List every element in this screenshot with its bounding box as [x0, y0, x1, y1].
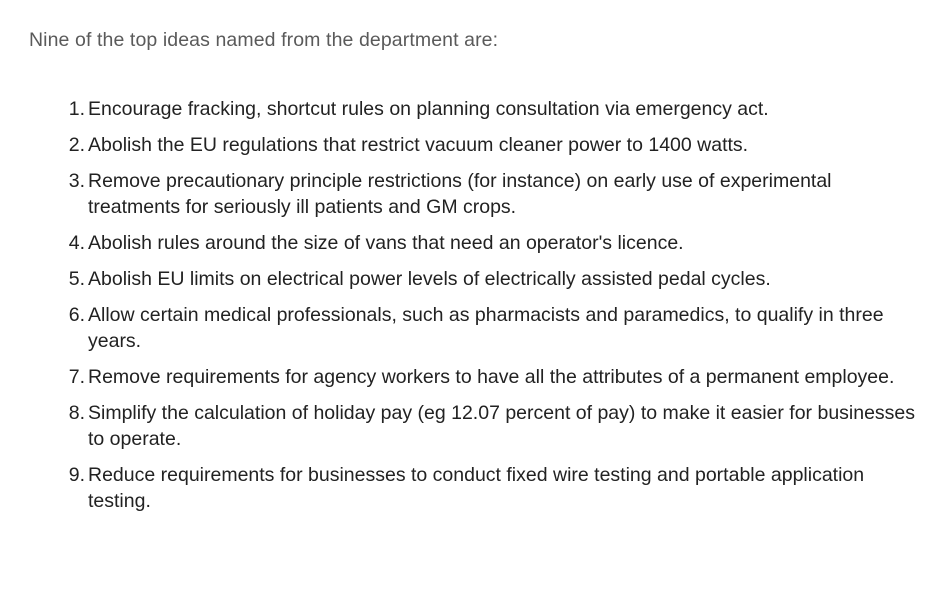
list-item-text: Remove requirements for agency workers to have all the attributes of a permanent employee. — [88, 366, 895, 388]
list-item-text: Abolish rules around the size of vans that need an operator's licence. — [88, 232, 684, 254]
list-item — [0, 364, 945, 390]
list-item — [0, 400, 945, 452]
list-item-number: 3. — [68, 170, 85, 192]
list-item — [0, 96, 945, 122]
list-item — [0, 168, 945, 220]
list-item-text: Reduce requirements for businesses to conduct fixed wire testing and portable application testing. — [88, 464, 865, 512]
list-item — [0, 266, 945, 292]
list-item — [0, 132, 945, 158]
list-item-number: 1. — [68, 98, 85, 120]
list-item-text: Abolish the EU regulations that restrict vacuum cleaner power to 1400 watts. — [88, 134, 749, 156]
list-item-number: 2. — [68, 134, 85, 156]
ideas-list — [0, 96, 945, 524]
intro-paragraph: Nine of the top ideas named from the department are: — [29, 29, 499, 51]
list-item-text: Allow certain medical professionals, such as pharmacists and paramedics, to qualify in three years. — [88, 304, 884, 352]
list-item-number: 6. — [68, 304, 85, 326]
list-item-text: Simplify the calculation of holiday pay (eg 12.07 percent of pay) to make it easier for businesses to operate. — [88, 402, 916, 450]
list-item — [0, 230, 945, 256]
list-item-text: Abolish EU limits on electrical power levels of electrically assisted pedal cycles. — [88, 268, 771, 290]
list-item-text: Encourage fracking, shortcut rules on planning consultation via emergency act. — [88, 98, 769, 120]
list-item-number: 5. — [68, 268, 85, 290]
list-item-text: Remove precautionary principle restrictions (for instance) on early use of experimental treatments for seriously ill patients and GM crops. — [88, 170, 832, 218]
list-item-number: 7. — [68, 366, 85, 388]
list-item-number: 8. — [68, 402, 85, 424]
list-item — [0, 302, 945, 354]
list-item-number: 9. — [68, 464, 85, 486]
list-item — [0, 462, 945, 514]
list-item-number: 4. — [68, 232, 85, 254]
